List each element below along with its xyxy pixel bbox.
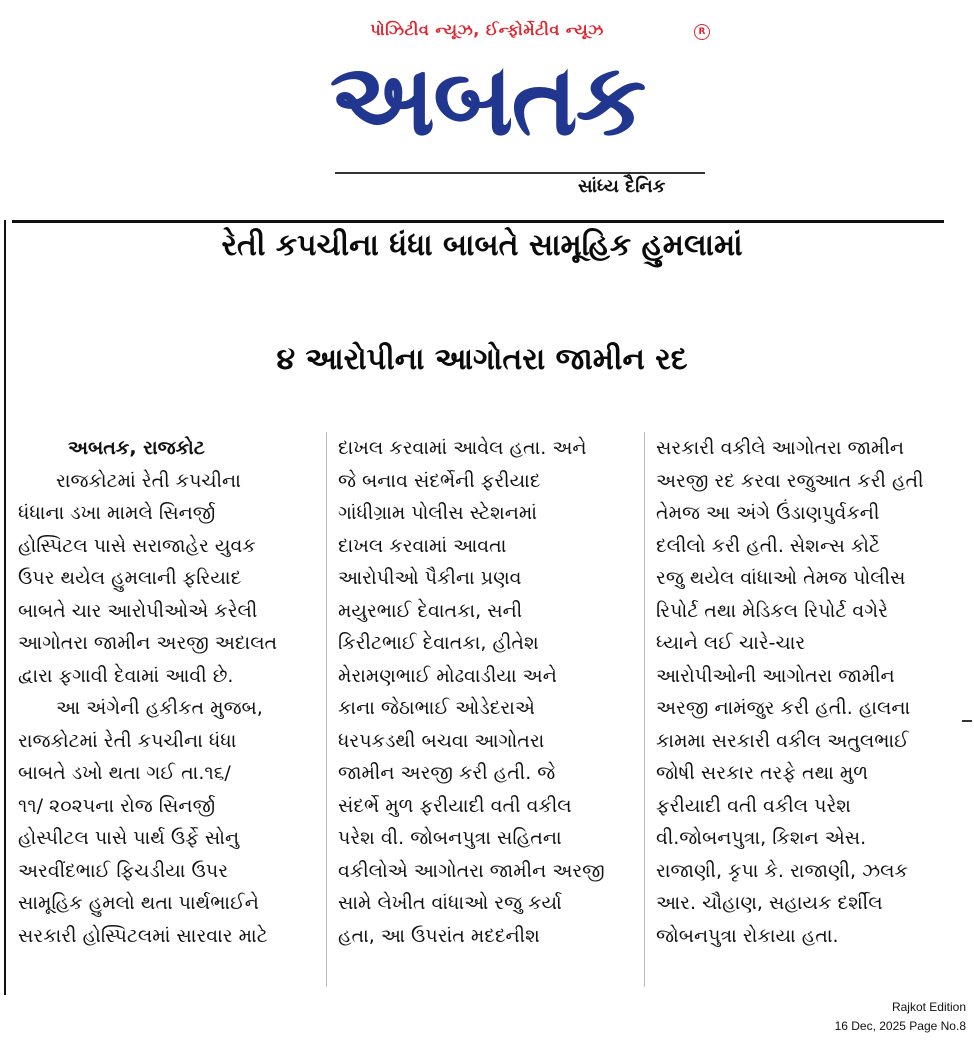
- text-line: પરેશ વી. જોબનપુત્રા સહિતના: [338, 827, 562, 849]
- text-line: સામે લેખીત વાંધાઓ રજુ કર્યા: [338, 892, 562, 914]
- text-line: બાબતે ચાર આરોપીઓએ કરેલી: [18, 599, 258, 622]
- text-line: હોસ્પીટલ પાસે પાર્થ ઉર્ફે સોનુ: [18, 827, 240, 849]
- text-line: જામીન અરજી કરી હતી. જે: [338, 762, 556, 784]
- text-line: હતા, આ ઉપરાંત મદદનીશ: [338, 924, 540, 947]
- text-line: મેરામણભાઈ મોઢવાડીયા અને: [338, 664, 557, 687]
- text-line: દાખલ કરવામાં આવેલ હતા. અને: [338, 437, 587, 459]
- column-2: [338, 432, 630, 952]
- text-line: અરજી નામંજુર કરી હતી. હાલના: [656, 697, 911, 719]
- article-body: [0, 432, 974, 992]
- text-line: તેમજ આ અંગે ઉંડાણપુર્વકની: [656, 502, 880, 524]
- text-line: રજુ થયેલ વાંધાઓ તેમજ પોલીસ: [656, 567, 906, 589]
- text-line: દલીલો કરી હતી. સેશન્સ કોર્ટે: [656, 534, 881, 557]
- text-line: આર. ચૌહાણ, સહાયક દર્શીલ: [656, 892, 883, 914]
- text-line: રાજકોટમાં રેતી કપચીના: [56, 469, 241, 492]
- dateline: અબતક, રાજકોટ: [68, 437, 205, 459]
- text-line: અરજી રદ કરવા રજુઆત કરી હતી: [656, 469, 924, 492]
- text-line: કિરીટભાઈ દેવાતકા, હીતેશ: [338, 632, 539, 654]
- text-line: રાજકોટમાં રેતી કપચીના ધંધા: [18, 729, 237, 752]
- text-line: સામૂહિક હુમલો થતા પાર્થભાઈને: [18, 892, 259, 914]
- text-line: મયુરભાઈ દેવાતકા, સની: [338, 599, 523, 622]
- text-line: સરકારી વકીલે આગોતરા જામીન: [656, 437, 905, 459]
- column-divider: [644, 432, 645, 987]
- text-line: આરોપીઓની આગોતરા જામીન: [656, 664, 895, 687]
- text-line: ઉપર થયેલ હુમલાની ફરિયાદ: [18, 567, 242, 589]
- text-line: જોષી સરકાર તરફે તથા મુળ: [656, 762, 869, 784]
- masthead-subtitle: સાંધ્ય દૈનિક: [578, 176, 666, 197]
- edition-info: [835, 998, 966, 1036]
- masthead-divider: [335, 172, 705, 174]
- edge-mark: [962, 720, 972, 722]
- text-line: ગાંધીગ્રામ પોલીસ સ્ટેશનમાં: [338, 502, 537, 524]
- logo-text: અબતક: [329, 41, 645, 158]
- column-3: [656, 432, 948, 952]
- text-line: રાજાણી, કૃપા કે. રાજાણી, ઝલક: [656, 859, 908, 882]
- edition-date-page: 16 Dec, 2025 Page No.8: [834, 1019, 966, 1033]
- text-line: આરોપીઓ પૈકીના પ્રણવ: [338, 567, 522, 589]
- text-line: કાના જેઠાભાઈ ઓડેદરાએ: [338, 697, 535, 719]
- text-line: વી.જોબનપુત્રા, કિશન એસ.: [656, 827, 867, 849]
- text-line: અરવીંદભાઈ ફિચડીયા ઉપર: [18, 859, 229, 882]
- text-line: ૧૧/ ૨૦૨૫ના રોજ સિનર્જી: [18, 794, 216, 817]
- tagline: પોઝિટીવ ન્યૂઝ, ઈન્ફોર્મેટીવ ન્યૂઝ: [370, 20, 604, 39]
- edition-name: Rajkot Edition: [891, 1000, 966, 1014]
- registered-mark-icon: R: [694, 24, 710, 40]
- masthead: [0, 0, 974, 210]
- column-divider: [326, 432, 327, 987]
- text-line: બાબતે ડખો થતા ગઈ તા.૧૬/: [18, 762, 231, 784]
- text-line: વકીલોએ આગોતરા જામીન અરજી: [338, 859, 605, 882]
- text-line: દ્વારા ફગાવી દેવામાં આવી છે.: [18, 664, 234, 687]
- text-line: આગોતરા જામીન અરજી અદાલત: [18, 632, 278, 654]
- text-line: દાખલ કરવામાં આવતા: [338, 534, 507, 557]
- headline-line-1: રેતી કપચીના ધંધા બાબતે સામૂહિક હુમલામાં: [221, 228, 743, 263]
- text-line: આ અંગેની હકીકત મુજબ,: [56, 697, 263, 719]
- headline-line-2: ૪ આરોપીના આગોતરા જામીન રદ: [276, 342, 688, 377]
- text-line: સંદર્ભે મુળ ફરીયાદી વતી વકીલ: [338, 794, 572, 817]
- text-line: રિપોર્ટ તથા મેડિકલ રિપોર્ટ વગેરે: [656, 599, 888, 622]
- text-line: ધ્યાને લઈ ચારે-ચાર: [656, 632, 806, 654]
- top-rule: [12, 220, 944, 223]
- text-line: ધંધાના ડખા મામલે સિનર્જી: [18, 502, 216, 524]
- text-line: હોસ્પિટલ પાસે સરાજાહેર યુવક: [18, 534, 256, 557]
- text-line: ધરપકડથી બચવા આગોતરા: [338, 729, 545, 752]
- text-line: જોબનપુત્રા રોકાયા હતા.: [656, 924, 839, 947]
- logo: [262, 40, 712, 160]
- column-1: [18, 432, 313, 952]
- text-line: સરકારી હોસ્પિટલમાં સારવાર માટે: [18, 924, 268, 947]
- text-line: જે બનાવ સંદર્ભેની ફરીયાદ: [338, 469, 541, 492]
- text-line: કામમા સરકારી વકીલ અતુલભાઈ: [656, 729, 909, 752]
- text-line: ફરીયાદી વતી વકીલ પરેશ: [656, 794, 851, 817]
